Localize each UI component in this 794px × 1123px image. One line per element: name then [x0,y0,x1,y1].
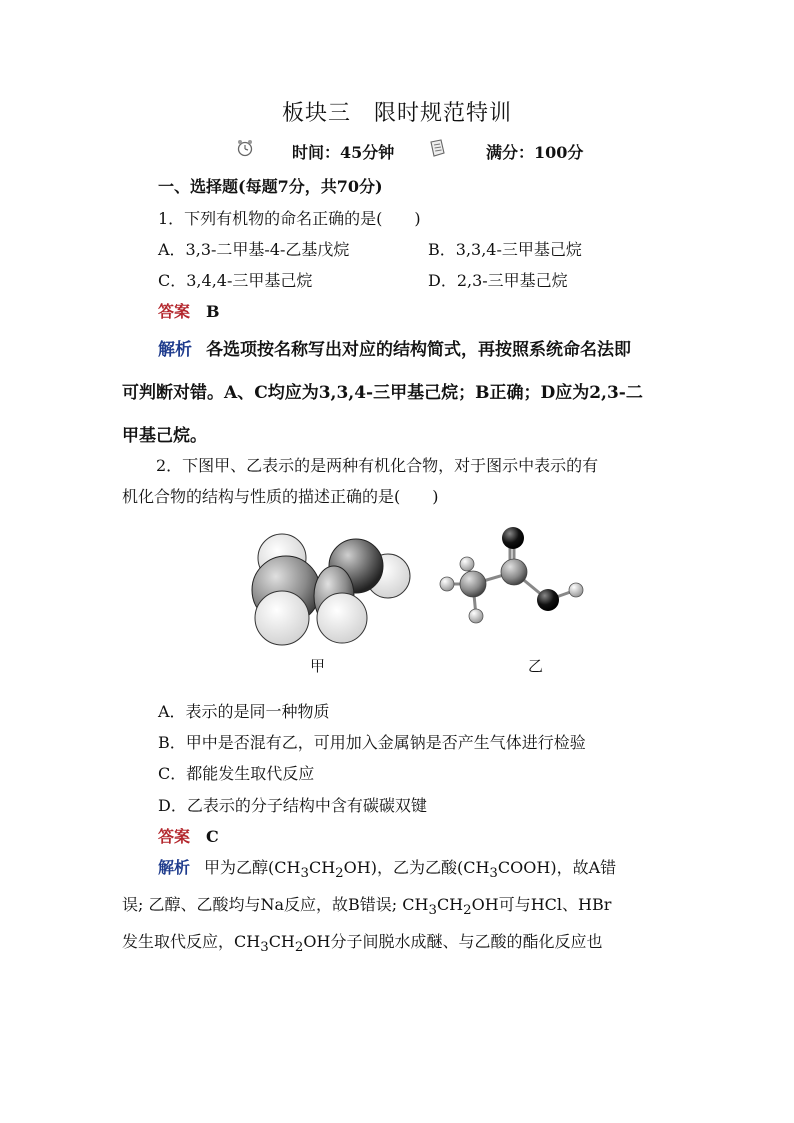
meta-bar [0,138,794,162]
q2-answer [158,824,219,847]
subscript: 2 [294,940,304,956]
subscript: 3 [428,903,437,919]
subscript: 3 [300,866,309,882]
q2-stem [122,450,674,512]
q2-stem-line2: 机化合物的结构与性质的描述正确的是( ) [122,487,439,506]
subscript: 2 [335,866,344,882]
q2-option-c: C．都能发生取代反应 [158,764,315,783]
q1-option-b: B．3,3,4-三甲基己烷 [428,240,582,259]
analysis-label: 解析 [158,340,192,360]
q1-analysis-line2: 可判断对错。A、C均应为3,3,4-三甲基己烷；B正确；D应为2,3-二 [122,383,643,403]
section-heading: 一、选择题(每题7分，共70分) [158,177,383,196]
space-filling-model [252,534,410,645]
analysis-text: OH可与HCl、HBr [471,895,612,915]
analysis-text: OH)，乙为乙酸(CH [343,858,490,877]
analysis-label: 解析 [158,858,191,877]
analysis-text: COOH)，故A错 [497,858,617,877]
answer-label: 答案 [158,302,191,321]
q2-analysis-line2 [122,889,674,926]
q1-option-d: D．2,3-三甲基己烷 [428,271,568,290]
analysis-text: 发生取代反应，CH [122,932,261,952]
page-title: 板块三 限时规范特训 [281,101,512,126]
paper-icon [428,138,446,158]
analysis-text: OH分子间脱水成醚、与乙酸的酯化反应也 [303,932,603,952]
q2-analysis-line3 [122,926,674,963]
figure-label-jia: 甲 [310,657,326,675]
q1-option-c: C．3,4,4-三甲基己烷 [158,271,313,290]
analysis-text: CH [268,932,295,952]
q2-option-b: B．甲中是否混有乙，可用加入金属钠是否产生气体进行检验 [158,733,586,752]
q2-stem-line1: 2．下图甲、乙表示的是两种有机化合物，对于图示中表示的有 [156,456,599,475]
subscript: 3 [260,940,269,956]
score-label: 满分：100分 [486,143,584,162]
analysis-text: 甲为乙醇(CH [204,858,301,877]
time-label: 时间：45分钟 [292,143,395,162]
analysis-text: 误; 乙醇、乙酸均与Na反应，故B错误; CH [122,895,429,915]
answer-value: C [206,827,219,846]
molecule-figure [236,518,596,688]
q1-stem: 1．下列有机物的命名正确的是( ) [158,209,421,228]
figure-label-yi: 乙 [528,657,544,675]
alarm-clock-icon [236,138,254,158]
answer-label: 答案 [158,827,191,846]
q2-option-a: A．表示的是同一种物质 [158,702,330,721]
q1-analysis-line3: 甲基己烷。 [122,426,207,446]
subscript: 2 [463,903,472,919]
answer-value: B [206,302,220,321]
q1-analysis-line1 [158,335,678,360]
subscript: 3 [489,866,498,882]
q1-answer [158,299,220,322]
q2-option-d: D．乙表示的分子结构中含有碳碳双键 [158,796,427,815]
analysis-text: CH [308,858,336,877]
q1-option-a: A．3,3-二甲基-4-乙基戊烷 [158,240,350,259]
analysis-text: CH [436,895,464,915]
q2-analysis-line1 [122,852,674,889]
q2-analysis [122,852,674,964]
analysis-text: 各选项按名称写出对应的结构简式，再按照系统命名法即 [206,340,631,360]
